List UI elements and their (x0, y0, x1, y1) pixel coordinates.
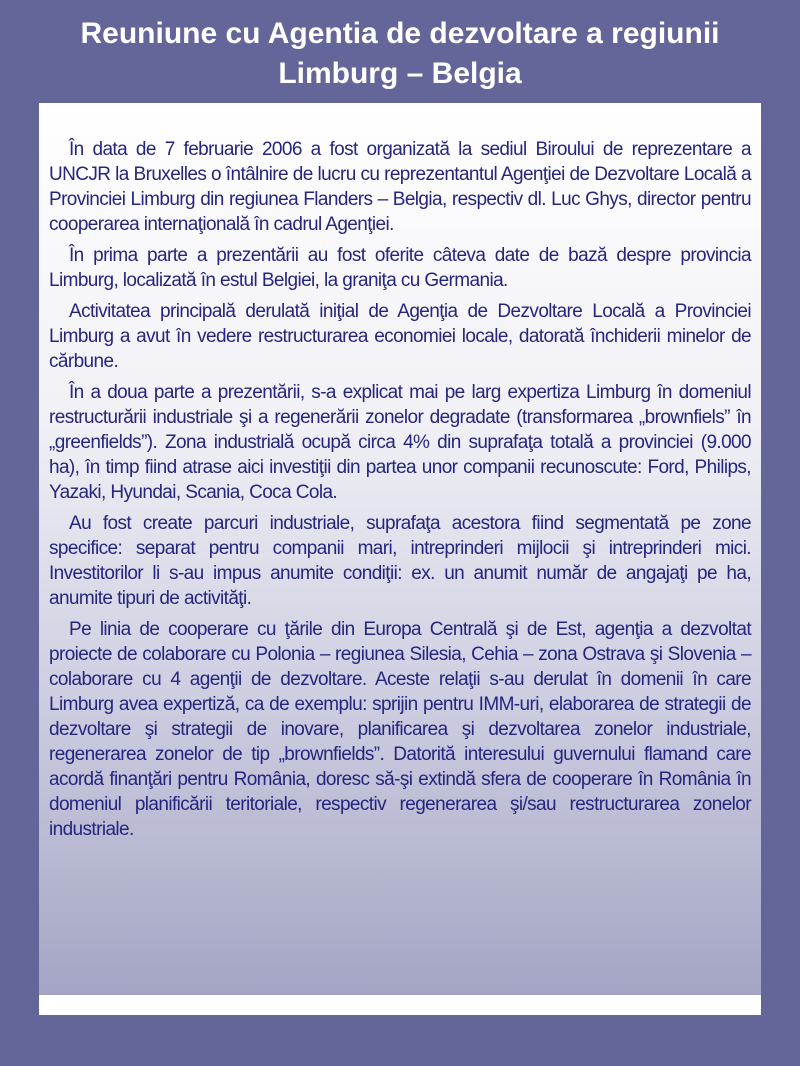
paragraph-5: Au fost create parcuri industriale, suprafaţa acestora fiind segmentată pe zone specifice: separat pentru companii mari, intreprinderi mijlocii şi intreprinderi mici. Investitorilor li s-au impus anumite condiţii: ex. un anumit număr de angajaţi pe ha, anumite tipuri de activităţi. (49, 513, 751, 609)
paragraph-3: Activitatea principală derulată iniţial de Agenţia de Dezvoltare Locală a Provinciei Limburg a avut în vedere restructurarea economiei locale, datorată închiderii minelor de cărbune. (49, 301, 751, 372)
body-text (49, 137, 751, 848)
paragraph-4: În a doua parte a prezentării, s-a explicat mai pe larg expertiza Limburg în domeniul restructurării industriale şi a regenerării zonelor degradate (transformarea „brownfiels” în „greenfields”). Zona industrială ocupă circa 4% din suprafaţa totală a provinciei (9.000 ha), în timp fiind atrase aici investiţii din partea unor companii recunoscute: Ford, Philips, Yazaki, Hyundai, Scania, Coca Cola. (49, 382, 751, 503)
paragraph-2: În prima parte a prezentării au fost oferite câteva date de bază despre provincia Limburg, localizată în estul Belgiei, la graniţa cu Germania. (49, 245, 751, 291)
paragraph-6: Pe linia de cooperare cu ţările din Europa Centrală şi de Est, agenţia a dezvoltat proiecte de colaborare cu Polonia – regiunea Silesia, Cehia – zona Ostrava şi Slovenia – colaborare cu 4 agenţii de dezvoltare. Aceste relaţii s-au derulat în domenii în care Limburg avea expertiză, ca de exemplu: sprijin pentru IMM-uri, elaborarea de strategii de dezvoltare şi strategii de inovare, planificarea şi dezvoltarea zonelor industriale, regenerarea zonelor de tip „brownfields”. Datorită interesului guvernului flamand care acordă finanţări pentru România, doresc să-şi extindă sfera de cooperare în România în domeniul planificării teritoriale, respectiv regenerarea şi/sau restructurarea zonelor industriale. (49, 619, 751, 840)
slide-title (0, 14, 800, 94)
slide-title-line-2: Limburg – Belgia (278, 57, 522, 90)
content-panel (39, 103, 761, 1015)
paragraph-1: În data de 7 februarie 2006 a fost organizată la sediul Biroului de reprezentare a UNCJR la Bruxelles o întâlnire de lucru cu reprezentantul Agenţiei de Dezvoltare Locală a Provinciei Limburg din regiunea Flanders – Belgia, respectiv dl. Luc Ghys, director pentru cooperarea internaţională în cadrul Agenţiei. (49, 139, 751, 235)
slide-title-line-1: Reuniune cu Agentia de dezvoltare a regiunii (80, 17, 720, 50)
